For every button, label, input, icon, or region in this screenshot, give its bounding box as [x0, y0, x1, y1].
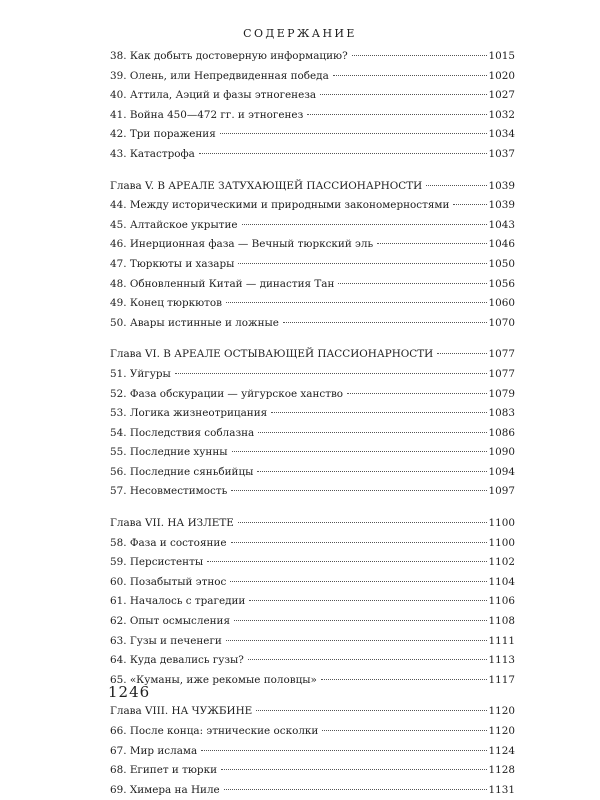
toc-entry-title: 68. Египет и тюрки	[110, 764, 218, 777]
toc-entry-title: 54. Последствия соблазна	[110, 426, 255, 439]
toc-entry-title: 67. Мир ислама	[110, 744, 198, 757]
toc-entry	[110, 67, 515, 87]
dot-leader	[199, 153, 487, 154]
dot-leader	[249, 600, 486, 601]
toc-entry-page: 1060	[488, 297, 515, 310]
toc-section	[110, 702, 515, 800]
toc-entry-title: Глава VIII. НА ЧУЖБИНЕ	[110, 705, 253, 718]
dot-leader	[271, 412, 486, 413]
toc-entry-page: 1120	[488, 725, 515, 737]
toc-section	[110, 345, 515, 502]
dot-leader	[338, 283, 486, 284]
toc-entry	[110, 651, 515, 671]
toc-entry-page: 1032	[488, 108, 515, 121]
toc-entry-page: 1104	[488, 575, 515, 588]
dot-leader	[333, 75, 487, 76]
toc-entry-page: 1097	[488, 485, 515, 498]
toc-entry-title: Глава V. В АРЕАЛЕ ЗАТУХАЮЩЕЙ ПАССИОНАРНОСТИ	[110, 179, 423, 192]
dot-leader	[242, 224, 487, 225]
dot-leader	[221, 769, 487, 770]
toc-entry-title: 61. Началось с трагедии	[110, 595, 246, 608]
toc-entry-title: 52. Фаза обскурации — уйгурское ханство	[110, 387, 344, 400]
toc-entry-page: 1043	[488, 218, 515, 231]
toc-entry-title: 41. Война 450—472 гг. и этногенез	[110, 108, 304, 121]
dot-leader	[226, 302, 487, 303]
toc-entry	[110, 255, 515, 275]
toc-entry	[110, 592, 515, 612]
toc-entry	[110, 612, 515, 632]
toc-entry	[110, 145, 515, 165]
toc-entry	[110, 632, 515, 652]
toc-entry-title: 58. Фаза и состояние	[110, 536, 227, 549]
toc-section	[110, 514, 515, 690]
toc-entry-title: 40. Аттила, Аэций и фазы этногенеза	[110, 89, 317, 102]
toc-entry-page: 1037	[488, 147, 515, 160]
toc-entry	[110, 722, 515, 742]
toc-entry-page: 1077	[488, 348, 515, 361]
toc-entry	[110, 781, 515, 800]
toc-entry-title: 38. Как добыть достоверную информацию?	[110, 50, 348, 62]
dot-leader	[347, 393, 486, 394]
table-of-contents	[110, 47, 515, 800]
dot-leader	[352, 55, 487, 56]
toc-entry	[110, 294, 515, 314]
toc-entry-title: 62. Опыт осмысления	[110, 615, 230, 628]
toc-entry-page: 1039	[488, 179, 515, 192]
toc-entry-page: 1083	[488, 407, 515, 420]
toc-entry-title: 45. Алтайское укрытие	[110, 218, 238, 231]
toc-entry	[110, 345, 515, 365]
toc-entry	[110, 365, 515, 385]
toc-entry	[110, 404, 515, 424]
dot-leader	[453, 204, 486, 205]
dot-leader	[231, 490, 486, 491]
toc-entry-title: 51. Уйгуры	[110, 367, 171, 380]
toc-entry-page: 1102	[488, 556, 515, 569]
toc-entry-title: 59. Персистенты	[110, 556, 204, 569]
toc-entry-title: 63. Гузы и печенеги	[110, 634, 222, 647]
toc-entry-page: 1050	[488, 257, 515, 270]
toc-entry-title: 46. Инерционная фаза — Вечный тюркский эль	[110, 238, 374, 251]
dot-leader	[220, 133, 487, 134]
toc-entry	[110, 216, 515, 236]
toc-entry-page: 1117	[488, 673, 515, 686]
toc-entry	[110, 702, 515, 722]
toc-entry	[110, 47, 515, 67]
toc-entry-title: 50. Авары истинные и ложные	[110, 316, 279, 329]
toc-entry	[110, 177, 515, 197]
toc-entry	[110, 514, 515, 534]
toc-entry-page: 1056	[488, 277, 515, 290]
toc-entry	[110, 125, 515, 145]
dot-leader	[175, 373, 487, 374]
toc-entry	[110, 424, 515, 444]
toc-entry-page: 1111	[488, 634, 515, 647]
toc-entry	[110, 761, 515, 781]
toc-entry	[110, 443, 515, 463]
toc-entry-title: 60. Позабытый этнос	[110, 575, 227, 588]
toc-entry-title: 57. Несовместимость	[110, 485, 228, 498]
toc-entry	[110, 482, 515, 502]
toc-entry-title: 42. Три поражения	[110, 128, 216, 141]
dot-leader	[307, 114, 486, 115]
toc-entry	[110, 106, 515, 126]
page-number: 1246	[108, 683, 151, 701]
dot-leader	[238, 522, 487, 523]
toc-entry-page: 1113	[488, 654, 515, 667]
toc-entry-title: 65. «Куманы, иже рекомые половцы»	[110, 673, 317, 686]
toc-entry-page: 1090	[488, 446, 515, 459]
toc-entry-page: 1094	[488, 465, 515, 478]
toc-entry-title: 49. Конец тюркютов	[110, 297, 223, 310]
toc-entry	[110, 235, 515, 255]
toc-entry-title: 48. Обновленный Китай — династия Тан	[110, 277, 335, 290]
dot-leader	[283, 322, 487, 323]
dot-leader	[238, 263, 486, 264]
toc-entry-title: Глава VII. НА ИЗЛЕТЕ	[110, 517, 234, 530]
toc-entry-title: 53. Логика жизнеотрицания	[110, 407, 268, 420]
toc-entry-title: 44. Между историческими и природными закономерностями	[110, 199, 450, 212]
toc-entry-page: 1100	[488, 536, 515, 549]
toc-entry-title: 56. Последние сяньбийцы	[110, 465, 254, 478]
dot-leader	[426, 185, 486, 186]
toc-entry	[110, 86, 515, 106]
dot-leader	[257, 471, 486, 472]
toc-section	[110, 177, 515, 334]
toc-entry	[110, 314, 515, 334]
toc-entry-title: 66. После конца: этнические осколки	[110, 725, 319, 737]
dot-leader	[377, 243, 486, 244]
running-header: СОДЕРЖАНИЕ	[243, 27, 357, 40]
toc-entry-page: 1100	[488, 517, 515, 530]
dot-leader	[320, 94, 486, 95]
toc-entry-title: 64. Куда девались гузы?	[110, 654, 244, 667]
toc-entry-page: 1131	[488, 783, 515, 796]
toc-entry-page: 1079	[488, 387, 515, 400]
toc-entry-title: 47. Тюркюты и хазары	[110, 257, 235, 270]
toc-entry	[110, 275, 515, 295]
toc-entry	[110, 553, 515, 573]
toc-entry	[110, 534, 515, 554]
toc-entry-page: 1039	[488, 199, 515, 212]
toc-entry-page: 1077	[488, 367, 515, 380]
dot-leader	[232, 451, 487, 452]
toc-entry-page: 1108	[488, 615, 515, 628]
toc-entry-page: 1027	[488, 89, 515, 102]
dot-leader	[224, 789, 487, 790]
toc-entry	[110, 742, 515, 762]
toc-entry-title: 39. Олень, или Непредвиденная победа	[110, 69, 329, 82]
toc-entry	[110, 573, 515, 593]
toc-entry	[110, 196, 515, 216]
dot-leader	[321, 679, 487, 680]
dot-leader	[248, 659, 487, 660]
toc-entry-page: 1015	[488, 50, 515, 62]
toc-entry-page: 1070	[488, 316, 515, 329]
toc-entry-page: 1086	[488, 426, 515, 439]
dot-leader	[230, 581, 486, 582]
toc-entry-page: 1106	[488, 595, 515, 608]
toc-entry-page: 1128	[488, 764, 515, 777]
toc-entry-page: 1034	[488, 128, 515, 141]
dot-leader	[226, 640, 487, 641]
toc-entry	[110, 463, 515, 483]
toc-entry-page: 1124	[488, 744, 515, 757]
dot-leader	[256, 710, 486, 711]
toc-entry-title: 55. Последние хунны	[110, 446, 228, 459]
toc-section	[110, 47, 515, 165]
toc-entry-title: 43. Катастрофа	[110, 147, 195, 160]
dot-leader	[437, 353, 486, 354]
dot-leader	[231, 542, 487, 543]
toc-entry-page: 1020	[488, 69, 515, 82]
dot-leader	[207, 561, 486, 562]
toc-entry	[110, 385, 515, 405]
toc-entry	[110, 671, 515, 691]
toc-entry-page: 1120	[488, 705, 515, 718]
toc-entry-page: 1046	[488, 238, 515, 251]
toc-entry-title: Глава VI. В АРЕАЛЕ ОСТЫВАЮЩЕЙ ПАССИОНАРНОСТИ	[110, 348, 434, 361]
toc-entry-title: 69. Химера на Ниле	[110, 783, 220, 796]
dot-leader	[258, 432, 486, 433]
dot-leader	[322, 730, 486, 731]
dot-leader	[234, 620, 487, 621]
